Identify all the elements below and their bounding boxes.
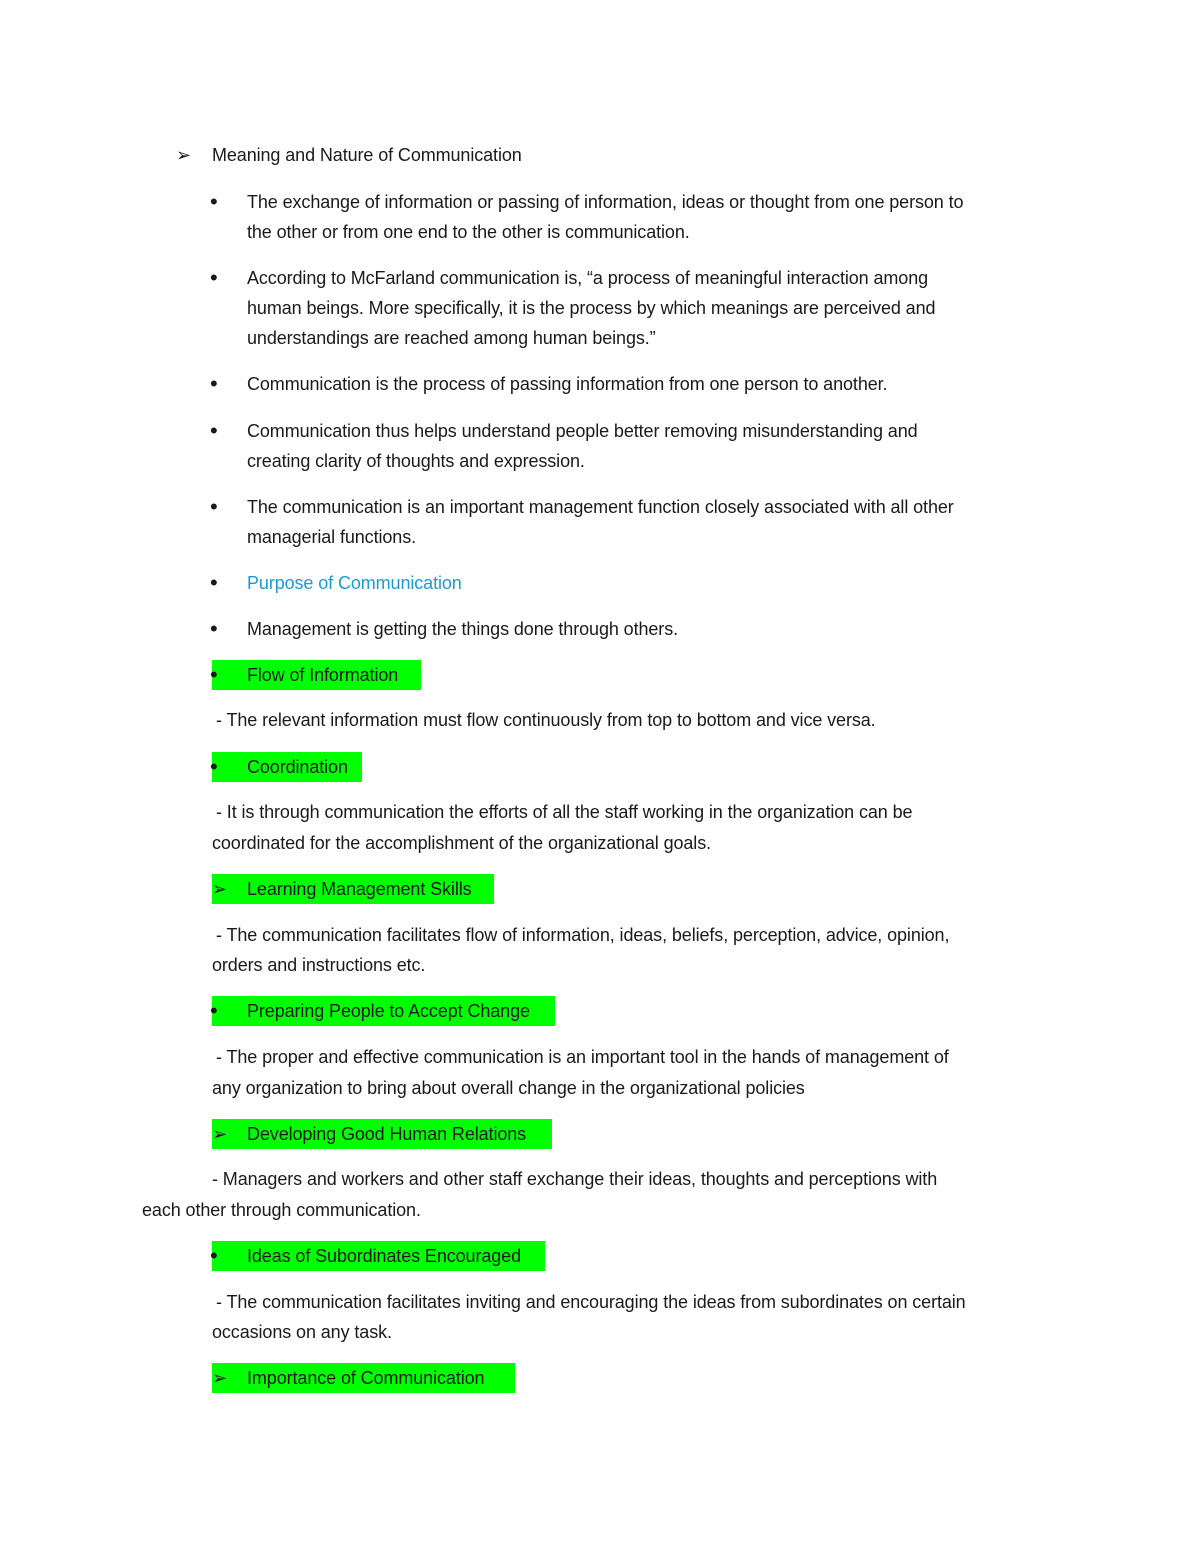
relations-description: each other through communication. [142,1200,421,1220]
bullet-icon: • [210,998,218,1023]
learning-description: orders and instructions etc. [212,955,426,975]
bullet-icon: • [210,570,218,595]
bullet-text: managerial functions. [247,527,416,547]
bullet-text: creating clarity of thoughts and expression. [247,451,585,471]
bullet-text: Management is getting the things done through others. [247,619,678,639]
bullet-text: Communication is the process of passing information from one person to another. [247,374,888,394]
change-heading: Preparing People to Accept Change [247,1001,530,1021]
bullet-text: understandings are reached among human beings.” [247,328,656,348]
purpose-heading: Purpose of Communication [247,573,462,593]
coordination-heading: Coordination [247,757,348,777]
flow-description: - The relevant information must flow continuously from top to bottom and vice versa. [216,710,876,730]
change-description: - The proper and effective communication is an important tool in the hands of management of [216,1047,949,1067]
bullet-text: The exchange of information or passing of information, ideas or thought from one person to [247,192,964,212]
coordination-description: - It is through communication the efforts of all the staff working in the organization can be [216,802,913,822]
bullet-icon: • [210,1243,218,1268]
section-title: Meaning and Nature of Communication [212,145,522,165]
bullet-icon: • [210,662,218,687]
bullet-icon: • [210,265,218,290]
bullet-icon: • [210,494,218,519]
bullet-icon: • [210,754,218,779]
ideas-heading: Ideas of Subordinates Encouraged [247,1246,521,1266]
bullet-text: The communication is an important management function closely associated with all other [247,497,954,517]
arrow-bullet-icon: ➢ [176,145,192,165]
relations-heading: Developing Good Human Relations [247,1124,527,1144]
ideas-description: - The communication facilitates inviting and encouraging the ideas from subordinates on certain [216,1292,966,1312]
importance-heading: Importance of Communication [247,1368,485,1388]
bullet-text: Communication thus helps understand people better removing misunderstanding and [247,421,918,441]
bullet-text: According to McFarland communication is, “a process of meaningful interaction among [247,268,929,288]
ideas-description: occasions on any task. [212,1322,392,1342]
bullet-icon: • [210,418,218,443]
bullet-text: the other or from one end to the other is communication. [247,222,690,242]
flow-heading: Flow of Information [247,665,399,685]
bullet-text: human beings. More specifically, it is the process by which meanings are perceived and [247,298,936,318]
arrow-bullet-icon: ➢ [212,1368,228,1388]
learning-description: - The communication facilitates flow of information, ideas, beliefs, perception, advice, opinion, [216,925,950,945]
bullet-icon: • [210,189,218,214]
coordination-description: coordinated for the accomplishment of the organizational goals. [212,833,712,853]
learning-heading: Learning Management Skills [247,879,472,899]
change-description: any organization to bring about overall change in the organizational policies [212,1078,805,1098]
bullet-icon: • [210,371,218,396]
arrow-bullet-icon: ➢ [212,1124,228,1144]
bullet-icon: • [210,616,218,641]
relations-description: - Managers and workers and other staff exchange their ideas, thoughts and perceptions with [212,1169,938,1189]
arrow-bullet-icon: ➢ [212,879,228,899]
